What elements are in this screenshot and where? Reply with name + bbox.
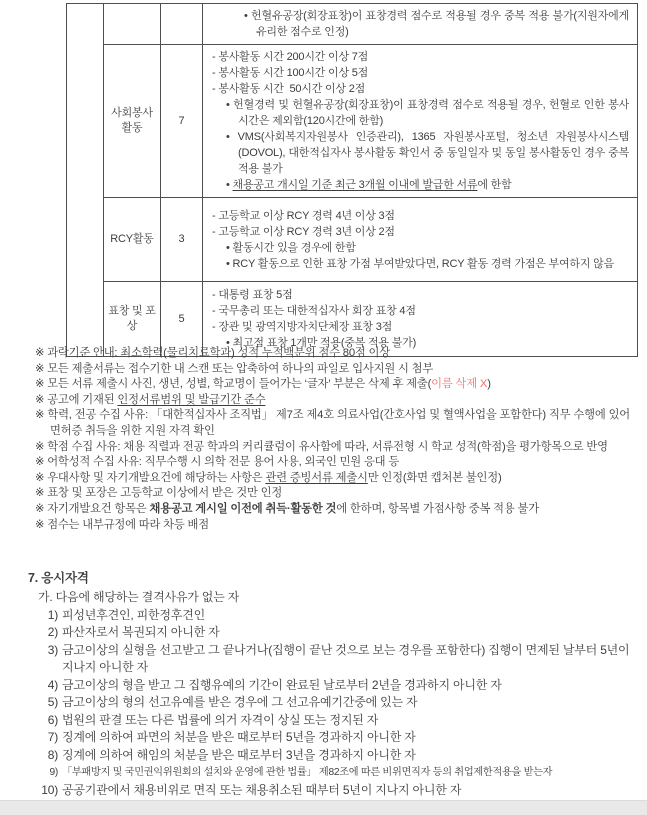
notes-list bbox=[35, 346, 633, 533]
text-segment: 자기개발요건 항목은 bbox=[47, 502, 150, 515]
item-text: 징계에 의하여 파면의 처분을 받은 때로부터 5년을 경과하지 아니한 자 bbox=[62, 730, 416, 744]
text-segment: 봉사활동 시간 100시간 이상 5점 bbox=[218, 67, 369, 79]
note-item bbox=[35, 346, 630, 362]
qualification-item bbox=[40, 764, 632, 782]
criteria-item bbox=[212, 49, 629, 65]
item-number: 9) bbox=[49, 767, 58, 778]
dash-marker: - bbox=[212, 67, 219, 79]
text-segment: 헌혈경력 및 헌혈유공장(회장표창)이 표창경력 점수로 적용될 경우, 헌혈로 인한 봉사시간은 제외함(120시간에 한함) bbox=[233, 99, 629, 127]
text-segment: 이름 삭제 X bbox=[431, 378, 488, 391]
item-text: 파산자로서 복권되지 아니한 자 bbox=[62, 625, 220, 639]
criteria-item bbox=[226, 177, 629, 193]
bullet-marker: • bbox=[226, 131, 238, 143]
text-segment: 에 한함 bbox=[477, 179, 512, 191]
item-text: 금고이상의 실형을 선고받고 그 끝나거나(집행이 끝난 것으로 보는 경우를 포함한다) 집행이 면제된 날부터 5년이 지나지 아니한 자 bbox=[62, 642, 633, 674]
text-segment: 최고점 표창 1개만 적용(중복 적용 불가) bbox=[232, 337, 417, 349]
text-segment: 헌혈유공장(회장표창)이 표창경력 점수로 적용될 경우 중복 적용 불가(지원자에게 유리한 점수로 인정) bbox=[251, 10, 632, 38]
score-cell: 3 bbox=[161, 198, 203, 282]
score-cell: 5 bbox=[161, 282, 203, 357]
item-number: 8) bbox=[47, 747, 58, 762]
criteria-item bbox=[226, 97, 629, 129]
note-item bbox=[35, 408, 633, 439]
criteria-item bbox=[212, 224, 629, 240]
criteria-cell bbox=[203, 198, 638, 282]
criteria-item bbox=[212, 287, 629, 303]
text-segment: 표창 및 포장은 고등학교 이상에서 받은 것만 인정 bbox=[47, 487, 283, 500]
qualification-item bbox=[40, 782, 632, 800]
merged-left-cell bbox=[67, 4, 104, 357]
reference-mark: ※ bbox=[35, 456, 48, 469]
text-segment: RCY 활동으로 인한 표창 가점 부여받았다면, RCY 활동 경력 가점은 부여하지 않음 bbox=[232, 257, 614, 270]
qualification-item bbox=[40, 694, 632, 712]
bonus-table-body bbox=[67, 4, 638, 357]
reference-mark: ※ bbox=[35, 487, 48, 500]
note-item bbox=[35, 393, 630, 409]
note-item bbox=[35, 377, 630, 393]
dash-marker: - bbox=[212, 209, 219, 222]
score-cell bbox=[161, 4, 203, 45]
note-item bbox=[35, 518, 630, 534]
category-cell bbox=[104, 4, 161, 45]
category-cell: 사회봉사 활동 bbox=[104, 45, 161, 198]
qualification-item bbox=[40, 677, 632, 695]
dash-marker: - bbox=[212, 305, 219, 317]
bullet-marker: • bbox=[244, 10, 252, 22]
criteria-item bbox=[212, 65, 629, 81]
criteria-item bbox=[212, 303, 629, 319]
item-number: 5) bbox=[47, 695, 58, 709]
criteria-item bbox=[212, 208, 629, 224]
criteria-item bbox=[226, 129, 632, 177]
item-number: 4) bbox=[47, 677, 58, 692]
text-segment: 인정서류범위 및 발급기간 준수 bbox=[117, 393, 266, 406]
text-segment: 봉사활동 시간 200시간 이상 7점 bbox=[218, 51, 369, 63]
criteria-cell bbox=[203, 4, 638, 45]
table-row bbox=[67, 45, 638, 198]
qualification-item bbox=[40, 624, 632, 642]
reference-mark: ※ bbox=[35, 518, 48, 531]
criteria-item bbox=[226, 240, 629, 256]
text-segment: 국무총리 또는 대한적십자사 회장 표창 4점 bbox=[218, 305, 416, 317]
criteria-cell bbox=[203, 45, 638, 198]
item-number: 2) bbox=[47, 625, 58, 639]
reference-mark: ※ bbox=[35, 409, 48, 422]
reference-mark: ※ bbox=[35, 362, 48, 375]
text-segment: 모든 서류 제출시 사진, 생년, 성별, 학교명이 들어가는 ‘글자’ 부분은 삭제 후 제출( bbox=[47, 378, 432, 391]
dash-marker: - bbox=[212, 51, 219, 63]
text-segment: 봉사활동 시간 50시간 이상 2점 bbox=[218, 83, 366, 95]
bonus-criteria-table bbox=[66, 3, 638, 357]
text-segment: 장관 및 광역지방자치단체장 표창 3점 bbox=[218, 321, 393, 333]
text-segment: 고등학교 이상 RCY 경력 4년 이상 3점 bbox=[218, 209, 395, 222]
note-item bbox=[35, 440, 630, 456]
item-text: 법원의 판결 또는 다른 법률에 의거 자격이 상실 또는 정지된 자 bbox=[62, 712, 379, 727]
item-text: 금고이상의 형의 선고유예를 받은 경우에 그 선고유예기간중에 있는 자 bbox=[62, 695, 418, 709]
text-segment: ) bbox=[487, 378, 491, 391]
qualification-item bbox=[40, 642, 632, 677]
page-footer-strip bbox=[0, 800, 647, 815]
reference-mark: ※ bbox=[35, 440, 48, 453]
text-segment: 공고에 기재된 bbox=[47, 393, 118, 406]
qualification-item bbox=[40, 607, 632, 625]
text-segment: 과락기준 안내: 최소학력(물리치료학과) 성적 누적백분위 점수 80점 이상 bbox=[47, 347, 390, 359]
note-item bbox=[35, 455, 630, 471]
reference-mark: ※ bbox=[35, 471, 48, 484]
reference-mark: ※ bbox=[35, 502, 48, 515]
item-text: 금고이상의 형을 받고 그 집행유예의 기간이 완료된 날로부터 2년을 경과하지 아니한 자 bbox=[62, 677, 502, 692]
score-cell: 7 bbox=[161, 45, 203, 198]
dash-marker: - bbox=[212, 289, 219, 301]
text-segment: 점수는 내부규정에 따라 차등 배점 bbox=[47, 518, 209, 531]
bullet-marker: • bbox=[226, 241, 233, 254]
text-segment: 관련 증빙서류 제출시 bbox=[265, 471, 368, 484]
reference-mark: ※ bbox=[35, 393, 48, 406]
category-cell: 표창 및 포상 bbox=[104, 282, 161, 357]
bullet-marker: • bbox=[226, 257, 233, 270]
text-segment: 고등학교 이상 RCY 경력 3년 이상 2점 bbox=[218, 225, 395, 238]
section-heading: 7. 응시자격 bbox=[28, 571, 89, 585]
text-segment: 채용공고 개시일 기준 최근 3개월 이내에 발급한 서류 bbox=[232, 179, 478, 191]
dash-marker: - bbox=[212, 225, 219, 238]
reference-mark: ※ bbox=[35, 378, 48, 391]
text-segment: 우대사항 및 자기개발요건에 해당하는 사항은 bbox=[47, 471, 266, 484]
note-item bbox=[35, 362, 630, 378]
item-number: 6) bbox=[47, 712, 58, 727]
qualification-item bbox=[40, 729, 632, 747]
reference-mark: ※ bbox=[35, 347, 48, 359]
item-text: 「부패방지 및 국민권익위원회의 설치와 운영에 관한 법률」 제82조에 따른 비위면직자 등의 취업제한적용을 받는자 bbox=[62, 767, 553, 778]
table-row bbox=[67, 198, 638, 282]
dash-marker: - bbox=[212, 83, 219, 95]
qualification-section bbox=[28, 570, 632, 799]
item-number: 1) bbox=[47, 607, 58, 622]
criteria-item bbox=[226, 256, 629, 272]
text-segment: 어학성적 수집 사유: 직무수행 시 의학 전문 용어 사용, 외국인 민원 응대 등 bbox=[47, 456, 400, 469]
note-item bbox=[35, 502, 630, 518]
bullet-marker: • bbox=[226, 337, 233, 349]
criteria-item bbox=[212, 81, 629, 97]
item-text: 징계에 의하여 해임의 처분을 받은 때로부터 3년을 경과하지 아니한 자 bbox=[62, 747, 416, 762]
item-text: 공공기관에서 채용비위로 면직 또는 채용취소된 때부터 5년이 지나지 아니한 자 bbox=[62, 782, 462, 797]
text-segment: 에 한하며, 항목별 가점사항 중복 적용 불가 bbox=[336, 502, 539, 515]
criteria-item bbox=[244, 8, 632, 40]
text-segment: 학력, 전공 수집 사유: 「대한적십자사 조직법」 제7조 제4호 의료사업(간호사업 및 혈액사업을 포함한다) 직무 수행에 있어 면허증 취득을 위한 지원 자격 확인 bbox=[47, 409, 633, 437]
qualification-item bbox=[40, 747, 632, 765]
text-segment: 모든 제출서류는 접수기한 내 스캔 또는 압축하여 하나의 파일로 입사지원 시 첨부 bbox=[47, 362, 434, 375]
text-segment: 대통령 표창 5점 bbox=[218, 289, 293, 301]
item-number: 7) bbox=[47, 730, 58, 744]
qualification-intro: 가. 다음에 해당하는 결격사유가 없는 자 bbox=[38, 590, 240, 604]
criteria-item bbox=[212, 319, 629, 335]
text-segment: 만 인정(화면 캡처본 불인정) bbox=[367, 471, 502, 484]
bullet-marker: • bbox=[226, 179, 233, 191]
item-text: 피성년후견인, 피한정후견인 bbox=[62, 607, 205, 622]
table-row bbox=[67, 4, 638, 45]
text-segment: 학점 수집 사유: 채용 직렬과 전공 학과의 커리큘럼이 유사함에 따라, 서류전형 시 학교 성적(학점)을 평가항목으로 반영 bbox=[47, 440, 608, 453]
dash-marker: - bbox=[212, 321, 219, 333]
qualification-item bbox=[40, 712, 632, 730]
text-segment: 채용공고 게시일 이전에 취득·활동한 것 bbox=[149, 502, 337, 515]
qualification-list bbox=[40, 607, 632, 800]
category-cell: RCY활동 bbox=[104, 198, 161, 282]
item-number: 3) bbox=[47, 642, 58, 657]
note-item bbox=[35, 486, 630, 502]
note-item bbox=[35, 471, 630, 487]
text-segment: 활동시간 있을 경우에 한함 bbox=[232, 241, 356, 254]
item-number: 10) bbox=[41, 782, 58, 797]
text-segment: VMS(사회복지자원봉사 인증관리), 1365 자원봉사포털, 청소년 자원봉사시스템(DOVOL), 대한적십자사 봉사활동 확인서 중 동일일자 및 동일 봉사활동인 경우 중복 적용 불가 bbox=[237, 131, 632, 175]
bullet-marker: • bbox=[226, 99, 234, 111]
